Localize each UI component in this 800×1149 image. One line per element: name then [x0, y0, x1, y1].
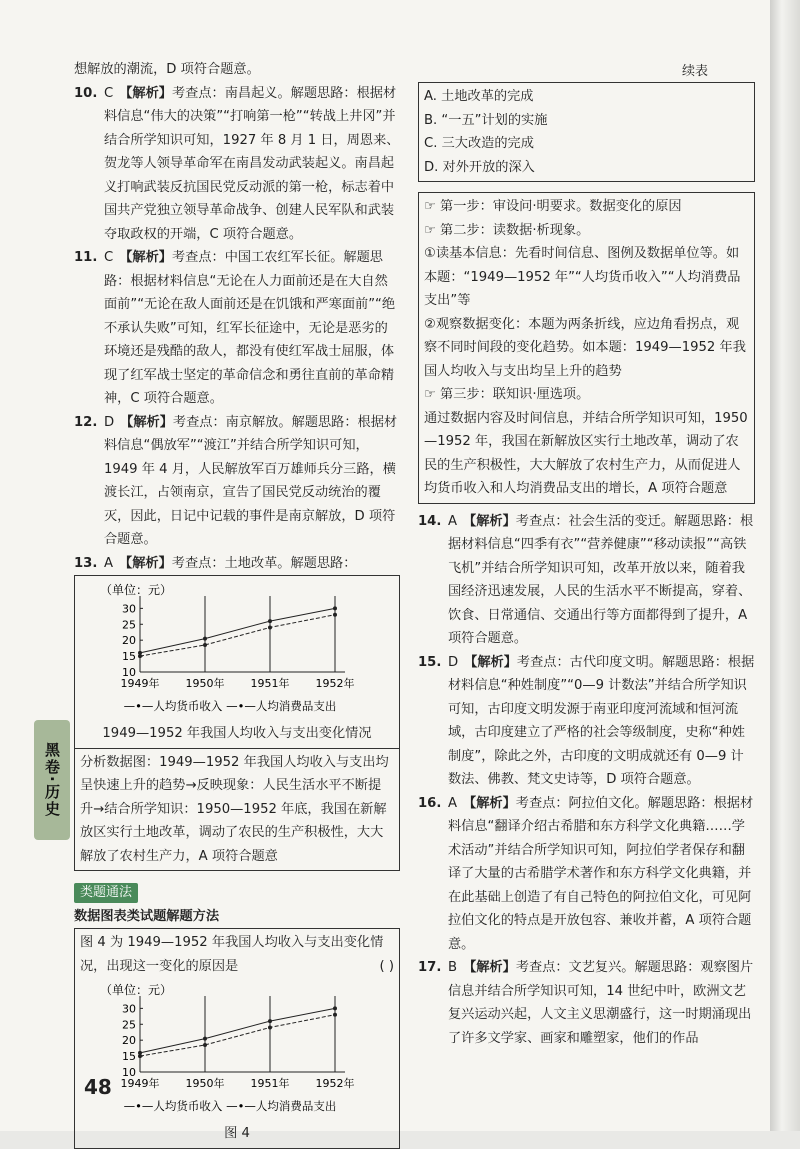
- answer-14: [418, 510, 755, 651]
- x-tick-label: 1950年: [185, 1077, 225, 1090]
- data-point: [268, 619, 272, 623]
- chart-svg: [80, 980, 380, 1120]
- q-text: 考查点：南昌起义。解题思路：根据材料信息“伟大的决策”“打响第一枪”“转战上井冈”并结合所学知识可知，1927 年 8 月 1 日，周恩来、贺龙等人领导革命军在南昌发动武装起义。南昌起义打响武装反抗国民党反动派的第一枪，标志着中国共产党独立领导革命战争、创建人民军队和武装夺取政权的开端，C 项符合题意。: [104, 85, 400, 242]
- top-line: 想解放的潮流，D 项符合题意。: [74, 62, 260, 77]
- q-tag: 【解析】: [463, 513, 516, 529]
- q-num: 14.: [418, 513, 442, 529]
- q-tag: 【解析】: [463, 960, 516, 975]
- options-box: [418, 82, 755, 182]
- data-point: [203, 1037, 207, 1041]
- answer-12: [74, 411, 400, 552]
- q-tag: 【解析】: [119, 250, 172, 265]
- x-tick-label: 1952年: [315, 1077, 355, 1090]
- data-point: [268, 1025, 272, 1029]
- answer-15: [418, 651, 755, 792]
- series-line-2: [140, 615, 335, 656]
- answer-16: [418, 792, 755, 957]
- unit-label: （单位：元）: [100, 583, 173, 597]
- q-ans: C: [104, 85, 114, 101]
- q-tag: 【解析】: [119, 555, 172, 571]
- q-text: 考查点：中国工农红军长征。解题思路：根据材料信息“无论在人力面前还是在大自然面前”“无论在敌人面前还是在饥饿和严寒面前”“绝不承认失败”可知，红军长征途中，无论是恶劣的环境还是残酷的敌人，都没有使红军战士屈服，体现了红军战士坚定的革命信念和勇往直前的革命精神，C 项符合题意。: [104, 250, 396, 406]
- option-b: B. “一五”计划的实施: [424, 112, 548, 128]
- y-tick-label: 25: [122, 1018, 136, 1032]
- q-text: 考查点：古代印度文明。解题思路：根据材料信息“种姓制度”“0—9 计数法”并结合所学知识可知，古印度文明发源于南亚印度河流域和恒河流域，古印度建立了严格的社会等级制度，史称“种姓制度”，除此之外，古印度的文明成就还有 0—9 计数法、佛教、梵文史诗等，D 项符合题意。: [448, 654, 755, 787]
- q-ans: A: [104, 555, 114, 571]
- step-line: ①读基本信息：先看时间信息、图例及数据单位等。如本题：“1949—1952 年”“人均货币收入”“人均消费品支出”等: [424, 246, 741, 308]
- q-tag: 【解析】: [119, 85, 172, 101]
- x-tick-label: 1951年: [250, 677, 290, 690]
- method-tag: 类题通法: [74, 883, 138, 903]
- y-tick-label: 15: [122, 650, 136, 664]
- q-num: 17.: [418, 960, 442, 975]
- header-continued: 续表: [682, 64, 709, 79]
- option-d: D. 对外开放的深入: [424, 159, 535, 175]
- left-column: [74, 58, 400, 1149]
- data-point: [333, 613, 337, 617]
- chart-box: [74, 575, 400, 749]
- question-box: [74, 928, 400, 1149]
- q-ans: A: [448, 513, 458, 529]
- legend: —•—人均货币收入 —•—人均消费品支出: [123, 1099, 337, 1113]
- data-point: [203, 643, 207, 647]
- figure-label: 图 4: [224, 1126, 250, 1141]
- line-chart-2: [80, 980, 380, 1120]
- answer-10: [74, 82, 400, 247]
- data-point: [203, 1043, 207, 1047]
- q-ans: B: [448, 960, 458, 975]
- x-tick-label: 1951年: [250, 1077, 290, 1090]
- q-text: 考查点：南京解放。解题思路：根据材料信息“偶放军”“渡江”并结合所学知识可知，1949 年 4 月，人民解放军百万雄师兵分三路，横渡长江，占领南京，宣告了国民党反动统治的覆灭，因此，日记中记载的事件是南京解放，D 项符合题意。: [104, 414, 398, 547]
- method-title: 数据图表类试题解题方法: [74, 908, 220, 924]
- chart-caption: 1949—1952 年我国人均收入与支出变化情况: [102, 726, 372, 741]
- data-point: [333, 1006, 337, 1010]
- q-text: 考查点：土地改革。解题思路：: [171, 555, 357, 571]
- q-num: 10.: [74, 85, 98, 101]
- step-line: 通过数据内容及时间信息，并结合所学知识可知，1950—1952 年，我国在新解放区实行土地改革，调动了农民的生产积极性，大大解放了农村生产力，从而促进人均货币收入和人均消费品支出的增长，A 项符合题意: [424, 410, 748, 496]
- step-line: ☞ 第二步：读数据·析现象。: [424, 222, 590, 238]
- step-line: ☞ 第三步：联知识·厘选项。: [424, 387, 590, 402]
- data-point: [333, 1013, 337, 1017]
- chart-svg: [80, 580, 380, 720]
- data-point: [268, 1019, 272, 1023]
- answer-17: [418, 956, 755, 1050]
- y-tick-label: 30: [122, 602, 136, 616]
- answer-paren: ( ): [379, 958, 394, 974]
- series-line-2: [140, 1015, 335, 1056]
- x-tick-label: 1949年: [120, 1077, 160, 1090]
- q-ans: A: [448, 795, 458, 811]
- q-ans: D: [104, 414, 115, 430]
- q-text: 考查点：社会生活的变迁。解题思路：根据材料信息“四季有衣”“营养健康”“移动读报”“高铁飞机”并结合所学知识可知，改革开放以来，随着我国经济迅速发展，人民的生活水平不断提高，穿着、饮食、日常通信、交通出行等方面都得到了提升，A 项符合题意。: [448, 513, 754, 646]
- q-num: 11.: [74, 250, 98, 265]
- y-tick-label: 10: [122, 1066, 136, 1079]
- y-tick-label: 25: [122, 618, 136, 632]
- q-tag: 【解析】: [463, 795, 516, 811]
- series-line-1: [140, 1008, 335, 1053]
- q-num: 13.: [74, 555, 98, 571]
- option-a: A. 土地改革的完成: [424, 89, 534, 104]
- x-tick-label: 1950年: [185, 677, 225, 690]
- legend: —•—人均货币收入 —•—人均消费品支出: [123, 699, 337, 713]
- side-tab: 黑卷·历史: [34, 720, 70, 840]
- series-line-1: [140, 608, 335, 653]
- line-chart-1: [80, 580, 380, 720]
- option-c: C. 三大改造的完成: [424, 136, 534, 151]
- y-tick-label: 15: [122, 1050, 136, 1064]
- analysis-box: 分析数据图：1949—1952 年我国人均收入与支出均呈快速上升的趋势→反映现象：人民生活水平不断提升→结合所学知识：1950—1952 年底，我国在新解放区实行土地改革，调动了农民的生产积极性，大大解放了农村生产力，A 项符合题意: [74, 749, 400, 872]
- answer-13: [74, 552, 400, 576]
- step-line: ☞ 第一步：审设问·明要求。数据变化的原因: [424, 199, 682, 214]
- method-header: [74, 881, 400, 905]
- answer-11: [74, 246, 400, 411]
- y-tick-label: 10: [122, 666, 136, 679]
- data-point: [268, 625, 272, 629]
- q-num: 12.: [74, 414, 98, 430]
- y-tick-label: 20: [122, 1034, 136, 1048]
- q-text: 考查点：阿拉伯文化。解题思路：根据材料信息“翻译介绍古希腊和东方科学文化典籍……学术活动”并结合所学知识可知，阿拉伯学者保存和翻译了大量的古希腊学术著作和东方科学文化典籍，并在此基础上创造了有自己特色的阿拉伯文化，可见阿拉伯文化的特点是开放包容、兼收并蓄，A 项符合题意。: [448, 795, 754, 952]
- book-spine: [770, 0, 800, 1131]
- step-line: ②观察数据变化：本题为两条折线，应边角看拐点，观察不同时间段的变化趋势。如本题：1949—1952 年我国人均收入与支出均呈上升的趋势: [424, 316, 746, 379]
- right-column: [418, 58, 755, 1050]
- unit-label: （单位：元）: [100, 983, 173, 997]
- q-text: 考查点：文艺复兴。解题思路：观察图片信息并结合所学知识可知，14 世纪中叶，欧洲文艺复兴运动兴起，人文主义思潮盛行，这一时期涌现出了许多文学家、画家和雕塑家，他们的作品: [448, 960, 754, 1046]
- data-point: [138, 654, 142, 658]
- data-point: [203, 637, 207, 641]
- q-num: 15.: [418, 654, 442, 670]
- page-number: 48: [84, 1075, 112, 1099]
- x-tick-label: 1949年: [120, 677, 160, 690]
- q-tag: 【解析】: [464, 654, 517, 670]
- question-text: 图 4 为 1949—1952 年我国人均收入与支出变化情况，出现这一变化的原因是: [80, 935, 384, 974]
- q-ans: D: [448, 654, 459, 670]
- steps-box: [418, 192, 755, 504]
- x-tick-label: 1952年: [315, 677, 355, 690]
- q-ans: C: [104, 250, 114, 265]
- y-tick-label: 30: [122, 1002, 136, 1016]
- y-tick-label: 20: [122, 634, 136, 648]
- data-point: [333, 606, 337, 610]
- q-num: 16.: [418, 795, 442, 811]
- data-point: [138, 1054, 142, 1058]
- q-tag: 【解析】: [120, 414, 173, 430]
